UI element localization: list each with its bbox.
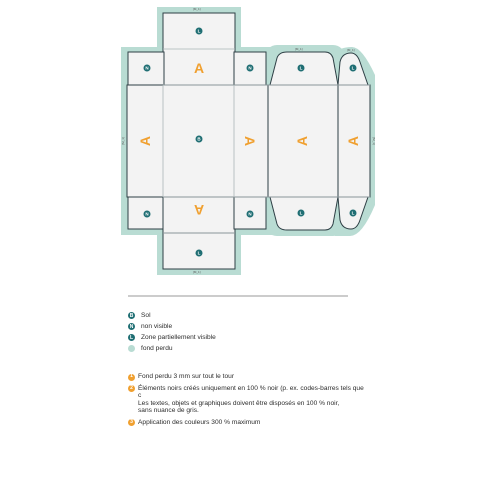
svg-text:L: L <box>197 28 201 34</box>
legend <box>128 310 358 354</box>
dimension-mark-left: [M_1] <box>121 137 125 145</box>
badge-partial-top <box>196 28 203 35</box>
legend-item-bleed <box>128 343 358 354</box>
note-number-icon: 1 <box>128 374 135 381</box>
legend-item-sol <box>128 310 358 321</box>
badge-icon: N <box>129 323 134 330</box>
badge-hidden-top-right <box>247 65 254 72</box>
panel-label-middle: A <box>242 135 258 147</box>
svg-text:N: N <box>145 211 149 217</box>
badge-icon: L <box>129 334 134 341</box>
svg-text:L: L <box>299 65 303 71</box>
note-2 <box>128 385 368 415</box>
badge-partial-flap-bottom <box>298 210 305 217</box>
print-notes <box>128 373 368 431</box>
dimension-mark-flap: [M_1] <box>295 47 303 51</box>
svg-text:N: N <box>248 211 252 217</box>
badge-hidden-top-left <box>144 65 151 72</box>
legend-label: Sol <box>141 312 151 319</box>
badge-partial-flap-top <box>298 65 305 72</box>
dimension-mark-right: [M_1] <box>372 137 376 145</box>
badge-icon: B <box>129 312 134 319</box>
panel-label-left: A <box>137 135 153 147</box>
legend-item-partial <box>128 332 358 343</box>
panel-label-top: A <box>193 60 205 76</box>
note-text: Fond perdu 3 mm sur tout le tour <box>138 373 235 380</box>
note-text: Application des couleurs 300 % maximum <box>138 418 261 426</box>
badge-partial-tuck-top <box>350 65 357 72</box>
dimension-mark-top: [M_1] <box>193 7 201 11</box>
note-number-icon: 3 <box>128 419 135 426</box>
svg-text:L: L <box>299 210 303 216</box>
panel-label-bottom: A <box>193 202 205 218</box>
legend-label: Zone partiellement visible <box>141 334 216 341</box>
dimension-mark-bottom: [M_1] <box>193 270 201 274</box>
badge-base <box>196 136 203 143</box>
note-1 <box>128 373 368 381</box>
bleed-swatch-icon <box>128 345 135 352</box>
badge-hidden-bottom-right <box>247 211 254 218</box>
svg-text:L: L <box>351 65 355 71</box>
badge-hidden-bottom-left <box>144 211 151 218</box>
note-3 <box>128 419 368 427</box>
note-text: Éléments noirs créés uniquement en 100 % noir (p. ex. codes-barres tels que c Les textes, objets et graphiques doivent être disposés en 100 % noir, sans nuance de gris. <box>138 384 364 415</box>
badge-partial-tuck-bottom <box>350 210 357 217</box>
svg-text:B: B <box>197 136 201 142</box>
dimension-mark-tuck: [M_1] <box>347 48 355 52</box>
svg-text:L: L <box>351 210 355 216</box>
panel-label-front: A <box>294 135 310 147</box>
legend-item-non-visible <box>128 321 358 332</box>
badge-partial-bottom <box>196 250 203 257</box>
svg-text:N: N <box>248 65 252 71</box>
note-number-icon: 2 <box>128 385 135 392</box>
panel-label-side: A <box>345 135 361 147</box>
legend-label: fond perdu <box>141 345 173 352</box>
legend-label: non visible <box>141 323 173 330</box>
svg-text:N: N <box>145 65 149 71</box>
svg-text:L: L <box>197 250 201 256</box>
